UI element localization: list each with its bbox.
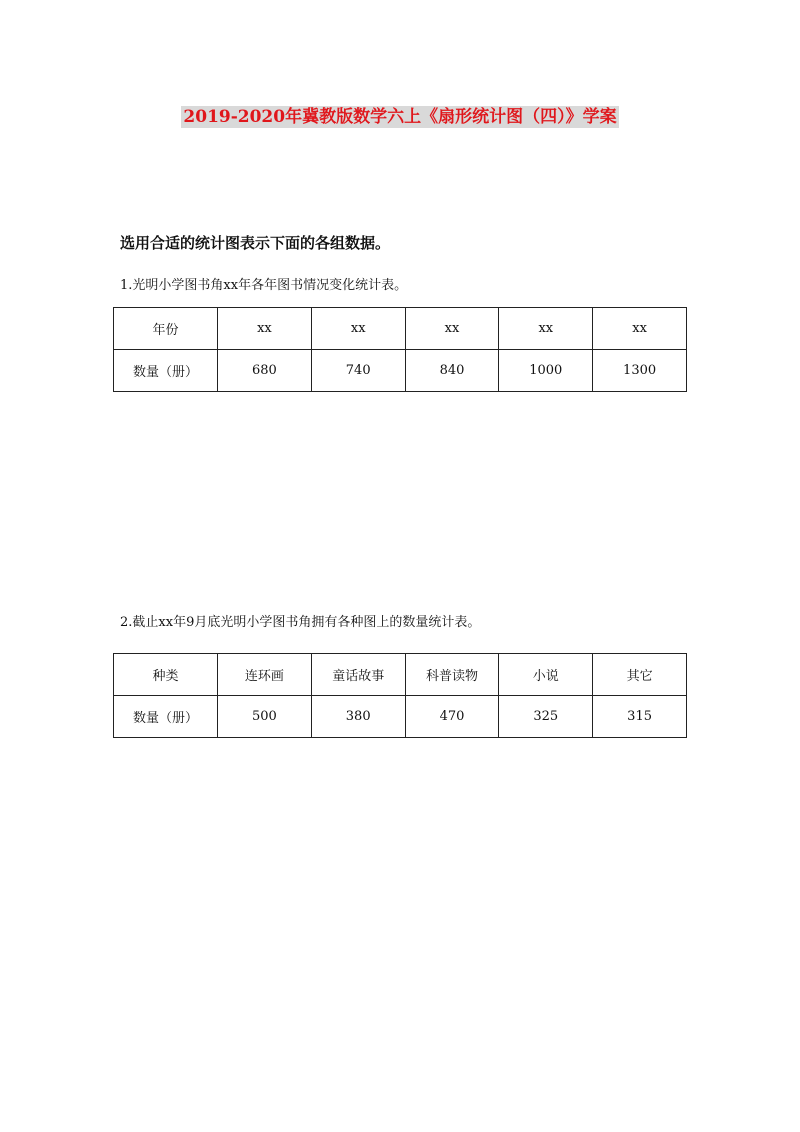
- table-row: [114, 696, 687, 738]
- table-row: [114, 350, 687, 392]
- table-cell: xx: [218, 308, 312, 350]
- instruction-text: 选用合适的统计图表示下面的各组数据。: [120, 234, 391, 252]
- table-cell: 1000: [499, 350, 593, 392]
- table-cell: 470: [405, 696, 499, 738]
- table-cell: xx: [311, 308, 405, 350]
- question-1-table: [113, 307, 687, 392]
- question-1-label: 1.光明小学图书角xx年各年图书情况变化统计表。: [120, 278, 408, 293]
- table-cell: 315: [593, 696, 687, 738]
- table-header-cell: 种类: [114, 654, 218, 696]
- table-cell: 380: [311, 696, 405, 738]
- table-cell: 325: [499, 696, 593, 738]
- table-cell: xx: [593, 308, 687, 350]
- table-cell: xx: [499, 308, 593, 350]
- document-title: [0, 104, 800, 130]
- table-cell: xx: [405, 308, 499, 350]
- table-header-cell: 数量（册）: [114, 696, 218, 738]
- table-cell: 840: [405, 350, 499, 392]
- table-cell: 740: [311, 350, 405, 392]
- table-cell: 680: [218, 350, 312, 392]
- question-2-label: 2.截止xx年9月底光明小学图书角拥有各种图上的数量统计表。: [120, 615, 481, 630]
- table-header-cell: 数量（册）: [114, 350, 218, 392]
- table-cell: 其它: [593, 654, 687, 696]
- document-title-text: 2019-2020年冀教版数学六上《扇形统计图（四）》学案: [183, 107, 617, 127]
- table-row: [114, 308, 687, 350]
- table-cell: 连环画: [218, 654, 312, 696]
- table-cell: 500: [218, 696, 312, 738]
- table-cell: 小说: [499, 654, 593, 696]
- table-row: [114, 654, 687, 696]
- table-header-cell: 年份: [114, 308, 218, 350]
- table-cell: 1300: [593, 350, 687, 392]
- table-cell: 童话故事: [311, 654, 405, 696]
- question-2-table: [113, 653, 687, 738]
- table-cell: 科普读物: [405, 654, 499, 696]
